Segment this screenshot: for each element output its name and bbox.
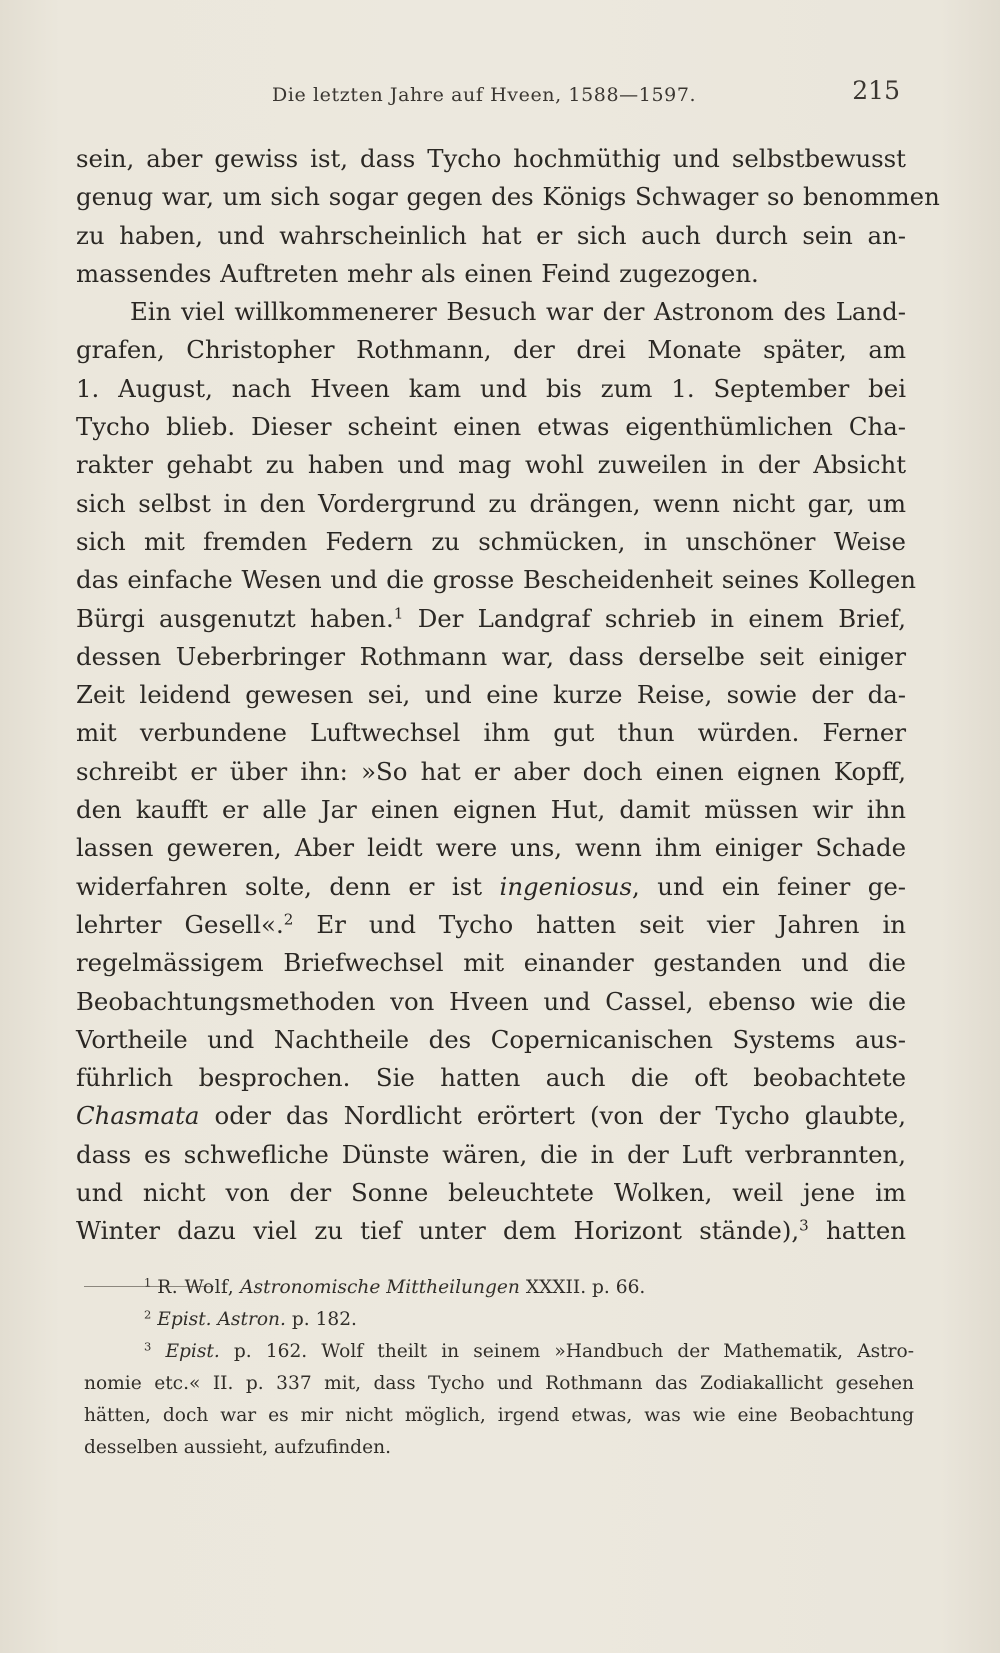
text-line: zu haben, und wahrscheinlich hat er sich auch durch sein an-	[76, 220, 906, 250]
text-line: dessen Ueberbringer Rothmann war, dass derselbe seit einiger	[76, 641, 906, 671]
page-number: 215	[852, 76, 900, 105]
text-line: sich mit fremden Federn zu schmücken, in unschöner Weise	[76, 526, 906, 556]
footnote-3-line: hätten, doch war es mir nicht möglich, irgend etwas, was wie eine Beobachtung	[84, 1405, 914, 1426]
footnote-ref-1: 1	[393, 604, 404, 623]
text-fragment: widerfahren solte, denn er ist	[76, 871, 483, 901]
text-line	[76, 600, 906, 638]
footnote-author: R. Wolf,	[157, 1277, 235, 1298]
text-line: Zeit leidend gewesen sei, und eine kurze Reise, sowie der da-	[76, 680, 906, 710]
footnote-2	[84, 1304, 914, 1336]
footnote-3-line: nomie etc.« II. p. 337 mit, dass Tycho und Rothmann das Zodiakallicht gesehen	[84, 1373, 914, 1394]
text-line: das einfache Wesen und die grosse Bescheidenheit seines Kollegen	[76, 565, 916, 595]
footnote-3-line: desselben aussieht, aufzufinden.	[84, 1437, 391, 1458]
text-fragment: Bürgi ausgenutzt haben.	[76, 603, 394, 633]
text-line: sich selbst in den Vordergrund zu drängen, wenn nicht gar, um	[76, 488, 906, 518]
footnotes	[84, 1272, 914, 1464]
footnote-3	[84, 1336, 914, 1368]
text-line: dass es schwefliche Dünste wären, die in der Luft verbrannten,	[76, 1139, 906, 1169]
running-title: Die letzten Jahre auf Hveen, 1588—1597.	[272, 84, 697, 106]
text-fragment: Er und Tycho hatten seit vier Jahren in	[316, 909, 906, 939]
footnote-title: Astronomische Mittheilungen	[240, 1277, 520, 1298]
text-line: Tycho blieb. Dieser scheint einen etwas eigenthümlichen Cha-	[76, 412, 906, 442]
text-line: führlich besprochen. Sie hatten auch die oft beobachtete	[76, 1063, 906, 1093]
text-line: sein, aber gewiss ist, dass Tycho hochmüthig und selbstbewusst	[76, 144, 906, 173]
text-line	[76, 906, 906, 944]
footnote-mark: 3	[144, 1339, 152, 1354]
text-fragment: Winter dazu viel zu tief unter dem Horizont stände),	[76, 1216, 800, 1246]
footnote-text: p. 182.	[291, 1309, 357, 1330]
text-fragment: , und ein feiner ge-	[632, 871, 906, 901]
text-line: Beobachtungsmethoden von Hveen und Cassel, ebenso wie die	[76, 986, 906, 1016]
footnote-title: Epist. Astron.	[157, 1309, 286, 1330]
text-line	[76, 868, 906, 906]
footnote-mark: 1	[144, 1275, 152, 1290]
text-line: Vortheile und Nachtheile des Copernicanischen Systems aus-	[76, 1024, 906, 1054]
text-line: den kaufft er alle Jar einen eignen Hut, damit müssen wir ihn	[76, 795, 906, 825]
text-line: genug war, um sich sogar gegen des Königs Schwager so benommen	[76, 182, 940, 212]
body-text	[76, 140, 940, 1251]
footnote-1	[84, 1272, 914, 1304]
footnote-title: Epist.	[165, 1341, 220, 1362]
text-fragment: Der Landgraf schrieb in einem Brief,	[417, 603, 906, 633]
text-line	[76, 1097, 906, 1135]
text-line: mit verbundene Luftwechsel ihm gut thun würden. Ferner	[76, 718, 906, 748]
text-line: regelmässigem Briefwechsel mit einander gestanden und die	[76, 948, 906, 978]
footnote-mark: 2	[144, 1307, 152, 1322]
footnote-text: p. 162. Wolf theilt in seinem »Handbuch der Mathematik, Astro-	[233, 1341, 914, 1362]
page-header	[76, 76, 900, 112]
italic-term: Chasmata	[76, 1101, 200, 1131]
text-fragment: hatten	[826, 1216, 906, 1246]
text-line: lassen geweren, Aber leidt were uns, wenn ihm einiger Schade	[76, 833, 906, 863]
text-line	[76, 1212, 906, 1250]
text-line: rakter gehabt zu haben und mag wohl zuweilen in der Absicht	[76, 450, 906, 480]
text-fragment: oder das Nordlicht erörtert (von der Tycho glaubte,	[214, 1101, 906, 1131]
text-line: grafen, Christopher Rothmann, der drei Monate später, am	[76, 335, 906, 365]
footnote-text: XXXII. p. 66.	[525, 1277, 646, 1298]
italic-term: ingeniosus	[499, 871, 633, 901]
text-fragment: lehrter Gesell«.	[76, 909, 284, 939]
text-line: 1. August, nach Hveen kam und bis zum 1. September bei	[76, 373, 906, 403]
text-line: Ein viel willkommenerer Besuch war der Astronom des Land-	[130, 297, 906, 327]
footnote-ref-2: 2	[283, 910, 294, 929]
text-line: und nicht von der Sonne beleuchtete Wolken, weil jene im	[76, 1178, 906, 1208]
text-line: massendes Auftreten mehr als einen Feind zugezogen.	[76, 258, 759, 288]
footnote-ref-3: 3	[799, 1217, 809, 1235]
text-line: schreibt er über ihn: »So hat er aber doch einen eignen Kopff,	[76, 756, 906, 786]
